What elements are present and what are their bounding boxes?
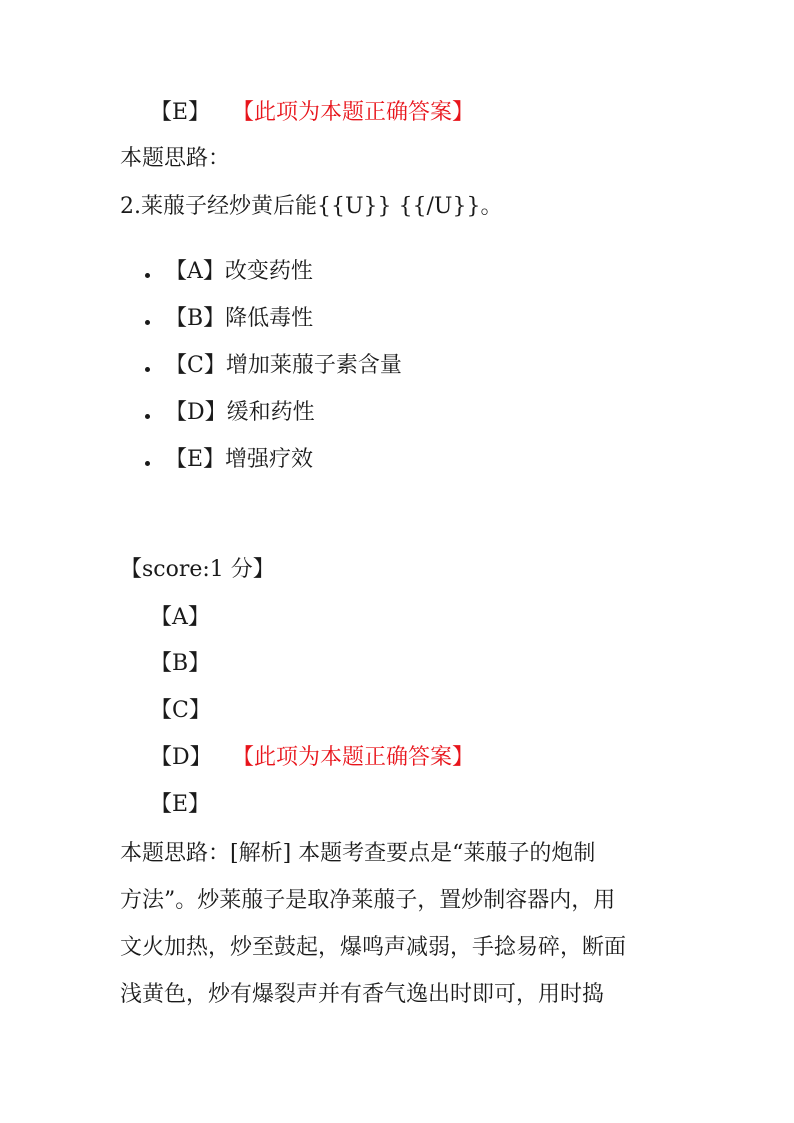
option-e-label: 【E】: [150, 100, 211, 125]
answer-choice-e: 【E】: [150, 792, 211, 817]
explanation-line: 文火加热，炒至鼓起，爆鸣声减弱，手捻易碎，断面: [120, 935, 627, 960]
bullet-icon: [145, 414, 150, 419]
bullet-icon: [145, 273, 150, 278]
explanation-paragraph: [120, 830, 680, 1018]
option-b: 【B】降低毒性: [165, 306, 314, 331]
option-e: 【E】增强疗效: [165, 447, 314, 472]
bullet-icon: [145, 320, 150, 325]
score-label: 【score:1 分】: [120, 557, 275, 582]
explanation-line: 方法”。炒莱菔子是取净莱菔子，置炒制容器内，用: [120, 888, 616, 913]
answer-choice-d: 【D】: [150, 745, 212, 770]
option-c: 【C】增加莱菔子素含量: [165, 353, 402, 378]
bullet-icon: [145, 461, 150, 466]
explanation-line: 本题思路：[解析] 本题考查要点是“莱菔子的炮制: [120, 841, 596, 866]
answer-choice-b: 【B】: [150, 651, 211, 676]
option-d: 【D】缓和药性: [165, 400, 315, 425]
answer-choice-c: 【C】: [150, 698, 211, 723]
correct-answer-mark: 【此项为本题正确答案】: [232, 745, 475, 770]
option-a: 【A】改变药性: [165, 259, 313, 284]
answer-choice-a: 【A】: [150, 605, 210, 630]
correct-answer-mark: 【此项为本题正确答案】: [232, 100, 475, 125]
bullet-icon: [145, 367, 150, 372]
question-text: 2.莱菔子经炒黄后能{{U}} {{/U}}。: [120, 194, 503, 219]
explanation-label: 本题思路：: [120, 146, 231, 171]
explanation-line: 浅黄色，炒有爆裂声并有香气逸出时即可，用时捣: [120, 982, 605, 1007]
